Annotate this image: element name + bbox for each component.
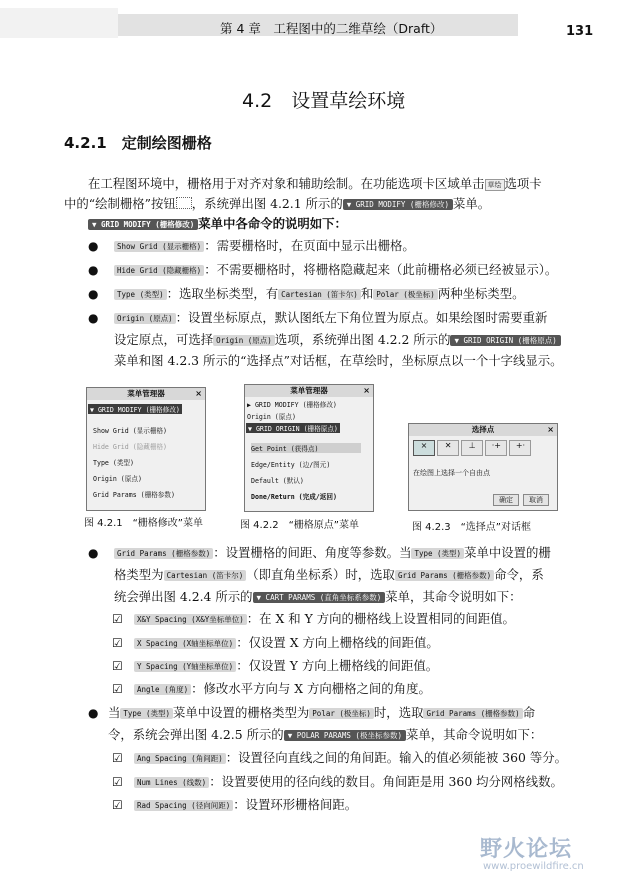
menu-ref: ▼ GRID MODIFY (栅格修改) [343, 199, 453, 210]
grid-params-line-3: 统会弹出图 4.2.4 所示的 ▼ CART PARAMS (直角坐标系参数) 菜单，其命令说明如下： [114, 589, 522, 604]
menu-item-origin[interactable]: Origin (原点) [247, 413, 296, 421]
edge-point-icon[interactable]: ⊥ [461, 440, 483, 456]
menu-item-done-return[interactable]: Done/Return (完成/返回) [251, 493, 337, 501]
checkbox-icon: ☑ [112, 775, 123, 789]
intro-line-1: 在工程图环境中，栅格用于对齐对象和辅助绘制。在功能选项卡区域单击 草绘 选项卡 [88, 176, 542, 191]
draw-grid-icon[interactable] [176, 197, 192, 209]
close-icon[interactable]: × [195, 389, 202, 398]
cancel-button[interactable]: 取消 [523, 494, 549, 506]
intro-line-3: ▼ GRID MODIFY (栅格修改) 菜单中各命令的说明如下： [88, 216, 347, 232]
grid-origin-menu [244, 384, 374, 512]
menu-item-default[interactable]: Default (默认) [251, 477, 304, 485]
chapter-title: 第 4 章 工程图中的二维草绘（Draft） [220, 21, 443, 36]
ok-button[interactable]: 确定 [493, 494, 519, 506]
check-item: Ang Spacing (角间距) ：设置径向直线之间的角间距。输入的值必须能被 360 等分。 [134, 750, 567, 766]
bullet-show-grid: Show Grid (显示栅格) ：需要栅格时，在页面中显示出栅格。 [114, 238, 415, 254]
check-item: Angle (角度) ：修改水平方向与 X 方向栅格之间的角度。 [134, 681, 431, 697]
menu-item-type[interactable]: Type (类型) [93, 459, 134, 467]
grid-modify-header[interactable]: ▼ GRID MODIFY (栅格修改) [90, 406, 180, 414]
close-icon[interactable]: × [547, 425, 554, 434]
check-item: Y Spacing (Y轴坐标单位) ：仅设置 Y 方向上栅格线的间距值。 [134, 658, 438, 674]
close-icon[interactable]: × [363, 386, 370, 395]
bullet-icon: ● [88, 239, 99, 253]
bullet-type: Type (类型) ：选取坐标类型，有 Cartesian (笛卡尔) 和 Polar (极坐标) 两种坐标类型。 [114, 286, 525, 302]
grid-params-line-1: Grid Params (栅格参数) ：设置栅格的间距、角度等参数。当 Type (类型) 菜单中设置的栅 [114, 545, 551, 561]
intro-line-2: 中的“绘制栅格”按钮 ，系统弹出图 4.2.1 所示的 ▼ GRID MODIFY (栅格修改) 菜单。 [64, 196, 491, 211]
check-item: Num Lines (线数) ：设置要使用的径向线的数目。角间距是用 360 均分网格线数。 [134, 774, 563, 790]
menu-item-show-grid[interactable]: Show Grid (显示栅格) [93, 427, 168, 435]
bullet-origin-line-3: 菜单和图 4.2.3 所示的“选择点”对话框，在草绘时，坐标原点以一个十字线显示。 [114, 353, 563, 368]
bullet-origin: Origin (原点) ：设置坐标原点，默认图纸左下角位置为原点。如果绘图时需要重新 [114, 310, 547, 326]
watermark-url: www.proewildfire.cn [483, 861, 584, 872]
bullet-icon: ● [88, 311, 99, 325]
page-header [0, 0, 621, 39]
check-item: X&Y Spacing (X&Y坐标单位) ：在 X 和 Y 方向的栅格线上设置相同的间距值。 [134, 611, 515, 627]
checkbox-icon: ☑ [112, 751, 123, 765]
grid-params-line-2: 格类型为 Cartesian (笛卡尔) （即直角坐标系）时，选取 Grid Params (栅格参数) 命令，系 [114, 567, 544, 582]
check-item: Rad Spacing (径向间距) ：设置环形栅格间距。 [134, 797, 357, 813]
free-point-icon[interactable]: × [413, 440, 435, 456]
checkbox-icon: ☑ [112, 682, 123, 696]
subsection-title: 4.2.1 定制绘图栅格 [64, 134, 212, 152]
figure-caption-2: 图 4.2.2 “栅格原点”菜单 [240, 520, 359, 531]
check-item: X Spacing (X轴坐标单位) ：仅设置 X 方向上栅格线的间距值。 [134, 635, 439, 651]
offset-point-icon[interactable]: +· [509, 440, 531, 456]
dialog-title: 选择点 [471, 425, 495, 434]
menu-ref: ▼ GRID MODIFY (栅格修改) [88, 219, 198, 230]
menu-item-get-point[interactable]: Get Point (获得点) [251, 443, 361, 453]
sketch-tab-button[interactable]: 草绘 [485, 179, 505, 191]
checkbox-icon: ☑ [112, 798, 123, 812]
header-left-block [0, 8, 118, 38]
relative-point-icon[interactable]: ·+ [485, 440, 507, 456]
menu-item-hide-grid: Hide Grid (隐藏栅格) [93, 443, 168, 451]
select-point-prompt: 在绘图上选择一个自由点 [413, 469, 490, 477]
menu-item-edge-entity[interactable]: Edge/Entity (边/图元) [251, 461, 331, 469]
bullet-icon: ● [88, 546, 99, 560]
bullet-icon: ● [88, 706, 99, 720]
checkbox-icon: ☑ [112, 612, 123, 626]
menu-item-grid-modify-collapsed[interactable]: ▶ GRID MODIFY (栅格修改) [247, 401, 337, 409]
menu-item-origin[interactable]: Origin (原点) [93, 475, 142, 483]
bullet-origin-line-2: 设定原点，可选择 Origin (原点) 选项，系统弹出图 4.2.2 所示的 ▼ GRID ORIGIN (栅格原点) [114, 332, 561, 348]
watermark-logo: 野火论坛 [480, 837, 573, 862]
checkbox-icon: ☑ [112, 636, 123, 650]
polar-line-1: 当 Type (类型) 菜单中设置的栅格类型为 Polar (极坐标) 时，选取 Grid Params (栅格参数) 命 [108, 705, 536, 720]
menu-manager-title: 菜单管理器 [127, 389, 165, 398]
polar-line-2: 令，系统会弹出图 4.2.5 所示的 ▼ POLAR PARAMS (极坐标参数) 菜单，其命令说明如下： [108, 727, 543, 742]
figure-caption-1: 图 4.2.1 “栅格修改”菜单 [84, 518, 203, 529]
bullet-icon: ● [88, 287, 99, 301]
grid-modify-menu [86, 387, 206, 511]
grid-origin-header[interactable]: ▼ GRID ORIGIN (栅格原点) [248, 425, 338, 433]
bullet-icon: ● [88, 263, 99, 277]
point-tool-row [413, 440, 531, 456]
menu-manager-title: 菜单管理器 [290, 386, 328, 395]
menu-item-grid-params[interactable]: Grid Params (栅格参数) [93, 491, 175, 499]
vertex-point-icon[interactable]: ✕ [437, 440, 459, 456]
section-title: 4.2 设置草绘环境 [242, 90, 406, 112]
checkbox-icon: ☑ [112, 659, 123, 673]
select-point-dialog [408, 423, 558, 511]
figure-caption-3: 图 4.2.3 “选择点”对话框 [412, 522, 531, 533]
page-number: 131 [566, 24, 594, 39]
bullet-hide-grid: Hide Grid (隐藏栅格) ：不需要栅格时，将栅格隐藏起来（此前栅格必须已经被显示）。 [114, 262, 557, 278]
